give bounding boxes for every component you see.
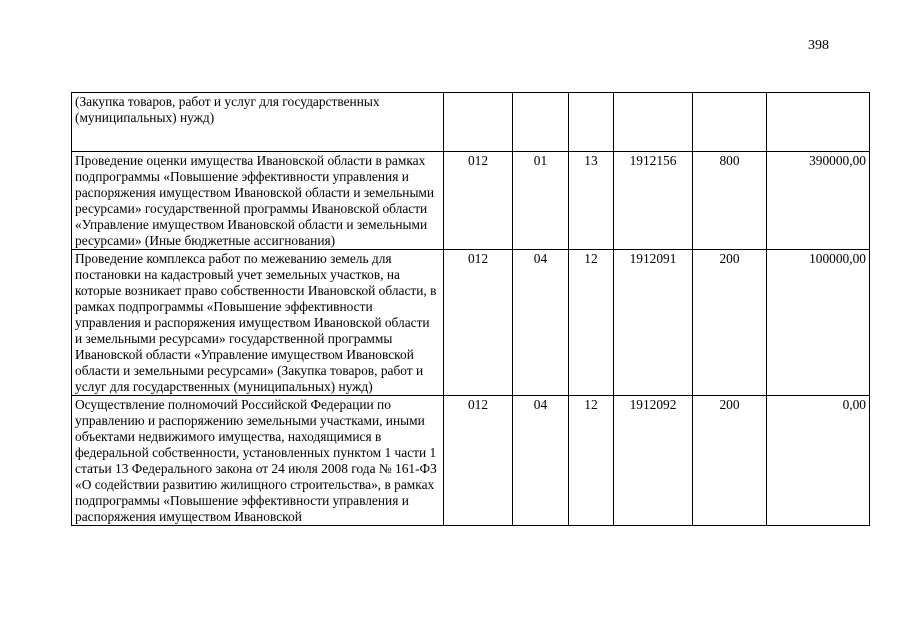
subsection-code [569, 93, 614, 152]
expense-type-code: 200 [693, 396, 767, 526]
amount-value: 100000,00 [767, 250, 870, 396]
table-row [72, 396, 870, 526]
budget-table [71, 92, 870, 526]
table-row [72, 93, 870, 152]
target-article-code: 1912156 [614, 152, 693, 250]
subsection-code: 12 [569, 250, 614, 396]
section-code: 04 [513, 250, 569, 396]
expense-type-code [693, 93, 767, 152]
subsection-code: 12 [569, 396, 614, 526]
row-description: Проведение оценки имущества Ивановской области в рамках подпрограммы «Повышение эффективности управления и распоряжения имуществом Ивановской области и земельными ресурсами» государственной программы Ивановской области «Управление имуществом Ивановской области и земельными ресурсами» (Иные бюджетные ассигнования) [72, 152, 444, 250]
ministry-code: 012 [444, 250, 513, 396]
row-description: Осуществление полномочий Российской Федерации по управлению и распоряжению земельными участками, иными объектами недвижимого имущества, находящимися в федеральной собственности, установленных пунктом 1 части 1 статьи 13 Федерального закона от 24 июля 2008 года № 161-ФЗ «О содействии развитию жилищного строительства», в рамках подпрограммы «Повышение эффективности управления и распоряжения имуществом Ивановской [72, 396, 444, 526]
section-code: 04 [513, 396, 569, 526]
row-description: (Закупка товаров, работ и услуг для государственных (муниципальных) нужд) [72, 93, 444, 152]
ministry-code [444, 93, 513, 152]
target-article-code: 1912092 [614, 396, 693, 526]
ministry-code: 012 [444, 396, 513, 526]
subsection-code: 13 [569, 152, 614, 250]
table-row [72, 250, 870, 396]
row-description: Проведение комплекса работ по межеванию земель для постановки на кадастровый учет земельных участков, на которые возникает право собственности Ивановской области, в рамках подпрограммы «Повышение эффективности управления и распоряжения имуществом Ивановской области и земельными ресурсами» государственной программы Ивановской области «Управление имуществом Ивановской области и земельными ресурсами» (Закупка товаров, работ и услуг для государственных (муниципальных) нужд) [72, 250, 444, 396]
section-code: 01 [513, 152, 569, 250]
expense-type-code: 800 [693, 152, 767, 250]
amount-value [767, 93, 870, 152]
target-article-code [614, 93, 693, 152]
target-article-code: 1912091 [614, 250, 693, 396]
amount-value: 390000,00 [767, 152, 870, 250]
amount-value: 0,00 [767, 396, 870, 526]
section-code [513, 93, 569, 152]
page-number: 398 [808, 38, 829, 53]
table-row [72, 152, 870, 250]
expense-type-code: 200 [693, 250, 767, 396]
ministry-code: 012 [444, 152, 513, 250]
